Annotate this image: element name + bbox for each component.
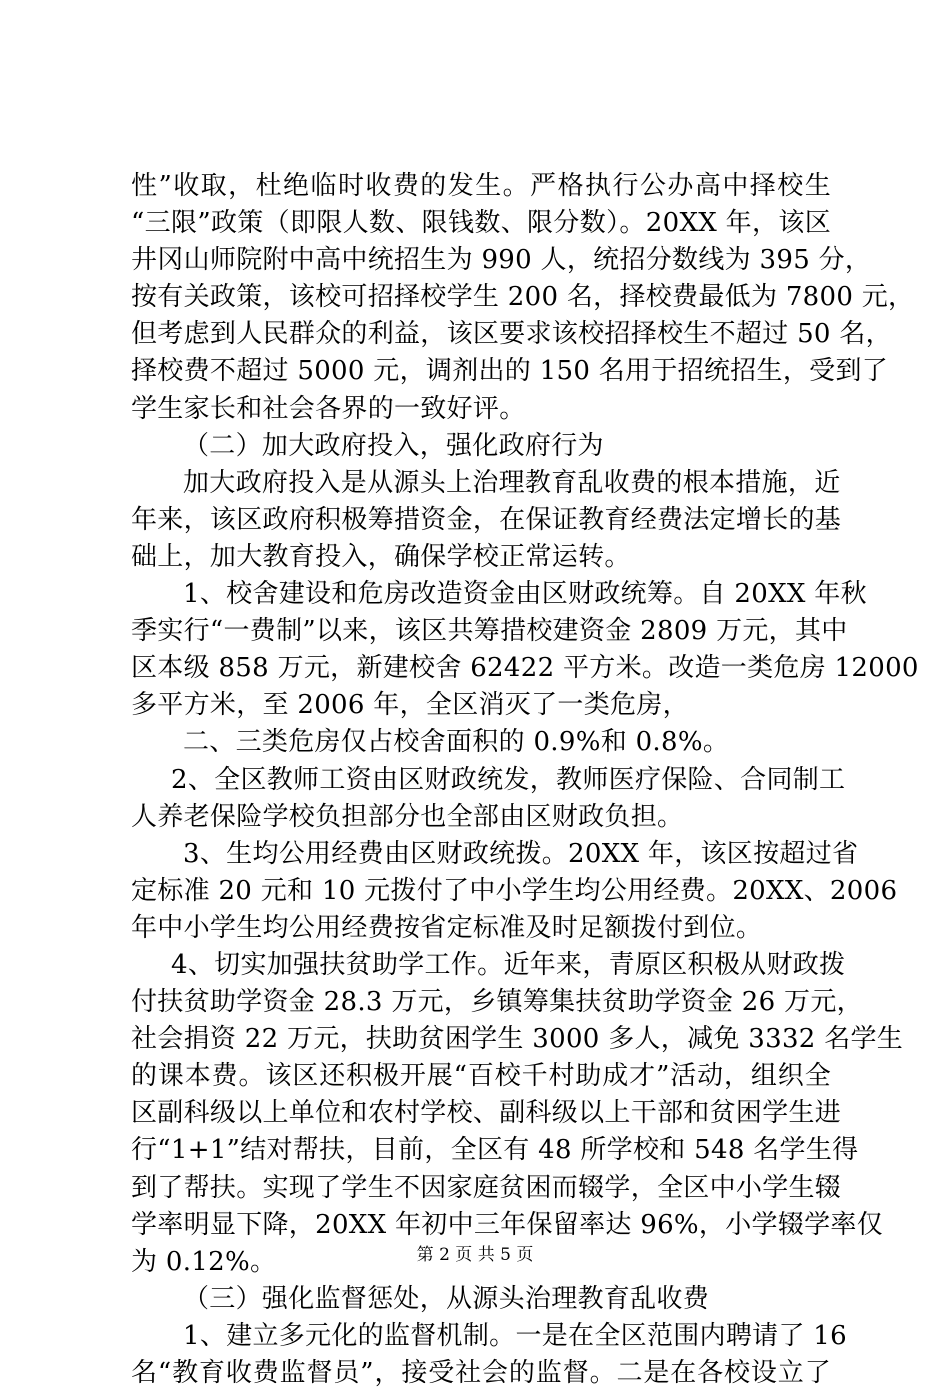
section-heading: （二）加大政府投入，强化政府行为 — [183, 430, 604, 461]
text-line: 井冈山师院附中高中统招生为 990 人，统招分数线为 395 分， — [131, 245, 872, 276]
text-line: 定标准 20 元和 10 元拨付了中小学生均公用经费。20XX、2006 — [131, 875, 898, 906]
text-line: 到了帮扶。实现了学生不因家庭贫困而辍学，全区中小学生辍 — [131, 1172, 842, 1203]
text-line: 按有关政策，该校可招择校学生 200 名，择校费最低为 7800 元， — [131, 282, 915, 313]
text-line: 学生家长和社会各界的一致好评。 — [131, 393, 526, 424]
text-line: 二、三类危房仅占校舍面积的 0.9%和 0.8%。 — [183, 727, 730, 758]
text-line: 1、建立多元化的监督机制。一是在全区范围内聘请了 16 — [183, 1320, 847, 1351]
text-line: 加大政府投入是从源头上治理教育乱收费的根本措施，近 — [183, 467, 841, 498]
text-line: 年来，该区政府积极筹措资金，在保证教育经费法定增长的基 — [131, 504, 842, 535]
text-line: 2、全区教师工资由区财政统发，教师医疗保险、合同制工 — [171, 764, 846, 795]
page-number-footer: 第 2 页 共 5 页 — [416, 1245, 534, 1265]
text-line: 择校费不超过 5000 元，调剂出的 150 名用于招统招生，受到了 — [131, 356, 889, 387]
text-line: “三限”政策（即限人数、限钱数、限分数）。20XX 年，该区 — [131, 208, 831, 239]
body-text — [131, 168, 919, 1392]
text-line: 社会捐资 22 万元，扶助贫困学生 3000 多人，减免 3332 名学生 — [131, 1024, 904, 1055]
text-line: 付扶贫助学资金 28.3 万元，乡镇筹集扶贫助学资金 26 万元， — [131, 987, 863, 1018]
text-line: 区本级 858 万元，新建校舍 62422 平方米。改造一类危房 12000 — [131, 653, 919, 684]
text-line: 但考虑到人民群众的利益，该区要求该校招择校生不超过 50 名， — [131, 319, 892, 350]
text-line: 行“1+1”结对帮扶，目前，全区有 48 所学校和 548 名学生得 — [131, 1135, 859, 1166]
text-line: 名“教育收费监督员”，接受社会的监督。二是在各校设立了 — [131, 1358, 831, 1388]
text-line: 学率明显下降，20XX 年初中三年保留率达 96%，小学辍学率仅 — [131, 1209, 884, 1240]
text-line: 础上，加大教育投入，确保学校正常运转。 — [131, 541, 631, 572]
text-line: 人养老保险学校负担部分也全部由区财政负担。 — [131, 801, 684, 832]
text-line: 为 0.12%。 — [131, 1246, 277, 1277]
text-line: 区副科级以上单位和农村学校、副科级以上干部和贫困学生进 — [131, 1098, 842, 1129]
text-line: 1、校舍建设和危房改造资金由区财政统筹。自 20XX 年秋 — [183, 579, 867, 610]
text-line: 季实行“一费制”以来，该区共筹措校建资金 2809 万元，其中 — [131, 616, 848, 647]
text-line: 3、生均公用经费由区财政统拨。20XX 年，该区按超过省 — [183, 838, 859, 869]
text-line: 性”收取，杜绝临时收费的发生。严格执行公办高中择校生 — [131, 171, 831, 201]
text-line: 4、切实加强扶贫助学工作。近年来，青原区积极从财政拨 — [171, 949, 846, 980]
section-heading: （三）强化监督惩处，从源头治理教育乱收费 — [183, 1283, 710, 1314]
text-line: 的课本费。该区还积极开展“百校千村助成才”活动，组织全 — [131, 1061, 831, 1092]
text-line: 多平方米，至 2006 年，全区消灭了一类危房， — [131, 690, 689, 721]
text-line: 年中小学生均公用经费按省定标准及时足额拨付到位。 — [131, 912, 763, 943]
